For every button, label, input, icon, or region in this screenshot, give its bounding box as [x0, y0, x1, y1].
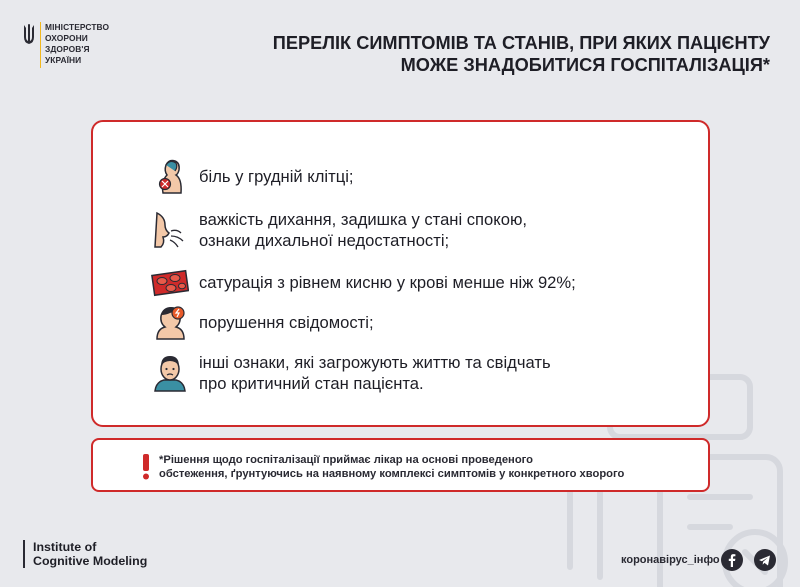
symptom-text: [199, 352, 551, 394]
institute-line-2: Cognitive Modeling: [33, 554, 148, 568]
ministry-line: МІНІСТЕРСТВО: [45, 22, 110, 32]
ministry-line: ОХОРОНИ: [45, 33, 88, 43]
hospitalization-note: [91, 438, 710, 492]
symptom-line: інші ознаки, які загрожують життю та свідчать: [199, 353, 551, 372]
symptom-line: важкість дихання, задишка у стані спокою,: [199, 210, 527, 229]
blood-cells-icon: [151, 263, 189, 301]
ministry-divider: [40, 22, 41, 68]
symptom-item-other: [151, 352, 551, 394]
symptom-line: порушення свідомості;: [199, 312, 374, 332]
symptoms-card: [91, 120, 710, 427]
ministry-name: [45, 22, 109, 66]
symptom-text: [199, 166, 354, 187]
trident-icon: [23, 24, 35, 46]
symptom-item-consciousness: [151, 303, 374, 341]
facebook-icon: [721, 549, 743, 571]
site-handle: коронавірус_інфо: [621, 554, 720, 566]
symptom-line: ознаки дихальної недостатності;: [199, 231, 450, 250]
facebook-link[interactable]: [721, 549, 743, 571]
note-line-1: *Рішення щодо госпіталізації приймає лікар на основі проведеного: [159, 454, 533, 466]
page-title: [210, 32, 770, 76]
chest-pain-icon: [151, 157, 189, 195]
title-line-2: МОЖЕ ЗНАДОБИТИСЯ ГОСПІТАЛІЗАЦІЯ*: [400, 55, 770, 75]
symptom-item-saturation: [151, 263, 576, 301]
head-consciousness-icon: [151, 303, 189, 341]
symptom-item-breathing: [151, 209, 527, 251]
symptom-text: [199, 312, 374, 333]
institute-line-1: Institute of: [33, 540, 97, 554]
exclamation-icon: [142, 454, 150, 480]
ministry-logo: [23, 22, 109, 68]
symptom-line: біль у грудній клітці;: [199, 166, 354, 186]
ministry-line: ЗДОРОВ'Я: [45, 44, 90, 54]
institute-logo: [23, 540, 147, 568]
telegram-icon: [754, 549, 776, 571]
symptom-text: [199, 272, 576, 293]
symptom-line: про критичний стан пацієнта.: [199, 374, 424, 393]
note-line-2: обстеження, ґрунтуючись на наявному комплексі симптомів у конкретного хворого: [159, 468, 625, 480]
title-line-1: ПЕРЕЛІК СИМПТОМІВ ТА СТАНІВ, ПРИ ЯКИХ ПАЦІЄНТУ: [272, 33, 770, 53]
ministry-line: УКРАЇНИ: [45, 55, 82, 65]
telegram-link[interactable]: [754, 549, 776, 571]
breathing-difficulty-icon: [151, 211, 189, 249]
patient-face-icon: [151, 354, 189, 392]
symptom-text: [199, 209, 527, 251]
symptom-line: сатурація з рівнем кисню у крові менше ніж 92%;: [199, 272, 576, 292]
note-text: [159, 453, 624, 481]
symptom-item-chest-pain: [151, 157, 354, 195]
